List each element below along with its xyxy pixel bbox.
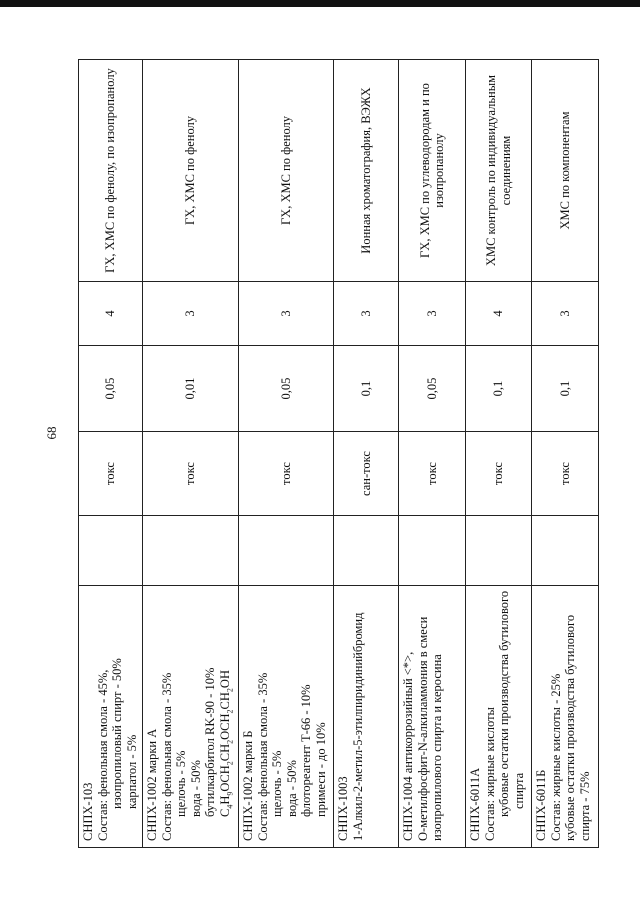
class-cell: токс <box>532 432 599 516</box>
composition-line: примеси - до 10% <box>313 722 328 817</box>
method-cell: ГХ, ХМС по фенолу <box>143 60 239 282</box>
empty-cell <box>143 516 239 586</box>
hazard-cell: 4 <box>466 282 532 346</box>
value-cell: 0,05 <box>239 346 334 432</box>
composition-line: 1-Алкил-2-метил-5-этилпиридинийбромид <box>350 612 365 841</box>
reagent-code: СНПХ-1002 марки Б <box>241 730 255 841</box>
class-cell: токс <box>466 432 532 516</box>
reagent-table <box>78 59 599 848</box>
value-cell: 0,05 <box>79 346 143 432</box>
table-row <box>143 60 239 848</box>
composition-line: Состав: фенольная смола - 45%, <box>95 669 110 841</box>
reagent-name-cell <box>79 586 143 848</box>
empty-cell <box>239 516 334 586</box>
method-cell: ГХ, ХМС по углеводородам и по изопропанолу <box>399 60 466 282</box>
empty-cell <box>399 516 466 586</box>
chemical-formula: $C_4H_9OCH_2CH_2OCH_2CH_2OH$ <box>217 670 234 817</box>
class-cell: токс <box>399 432 466 516</box>
composition-line: Состав: фенольная смола - 35% <box>159 672 174 841</box>
page-number: 68 <box>44 426 59 440</box>
composition-line: щелочь - 5% <box>174 750 188 817</box>
value-cell: 0,1 <box>466 346 532 432</box>
composition-line: флотореагент Т-66 - 10% <box>299 684 313 817</box>
table-row <box>79 60 143 848</box>
table-row <box>466 60 532 848</box>
reagent-code: СНПХ-6011Б <box>534 769 548 841</box>
method-cell: ХМС по компонентам <box>532 60 599 282</box>
value-cell: 0,1 <box>532 346 599 432</box>
composition-line: кубовые остатки производства бутилового <box>497 590 511 817</box>
composition-line: карпатол - 5% <box>124 734 139 809</box>
method-cell: Ионная хроматография, ВЭЖХ <box>334 60 399 282</box>
rotated-table-wrapper <box>78 60 598 848</box>
reagent-name-cell <box>239 586 334 848</box>
hazard-cell: 3 <box>334 282 399 346</box>
method-cell: ГХ, ХМС по фенолу, по изопропанолу <box>79 60 143 282</box>
composition-line: изопропиловый спирт - 50% <box>110 658 124 809</box>
table-row <box>239 60 334 848</box>
scan-top-edge <box>0 0 640 7</box>
method-cell: ГХ, ХМС по фенолу <box>239 60 334 282</box>
empty-cell <box>334 516 399 586</box>
reagent-name-cell <box>334 586 399 848</box>
class-cell: сан-токс <box>334 432 399 516</box>
composition-line: вода - 50% <box>188 760 203 817</box>
composition-line: бутилкарбитол RK-90 - 10% <box>203 667 217 817</box>
composition-line: Состав: фенольная смола - 35% <box>255 672 270 841</box>
hazard-cell: 4 <box>79 282 143 346</box>
empty-cell <box>466 516 532 586</box>
composition-line: вода - 50% <box>284 760 299 817</box>
class-cell: токс <box>239 432 334 516</box>
composition-line: О-метилфосфит-N-алкиламмония в смеси <box>415 616 430 841</box>
method-cell: ХМС контроль по индивидуальным соединениям <box>466 60 532 282</box>
table-row <box>532 60 599 848</box>
hazard-cell: 3 <box>532 282 599 346</box>
hazard-cell: 3 <box>143 282 239 346</box>
value-cell: 0,1 <box>334 346 399 432</box>
empty-cell <box>79 516 143 586</box>
composition-line: кубовые остатки производства бутилового спирта - 75% <box>563 614 592 841</box>
reagent-code: СНПХ-1003 <box>336 776 350 841</box>
composition-line: спирта <box>511 772 526 809</box>
hazard-cell: 3 <box>239 282 334 346</box>
reagent-name-cell <box>143 586 239 848</box>
hazard-cell: 3 <box>399 282 466 346</box>
table-row <box>334 60 399 848</box>
table-row <box>399 60 466 848</box>
reagent-code: СНПХ-1002 марки А <box>145 728 159 841</box>
reagent-code: СНПХ-1004 антикоррозийный <*>, <box>401 651 415 841</box>
reagent-code: СНПХ-103 <box>81 782 95 841</box>
reagent-code: СНПХ-6011А <box>468 767 482 841</box>
composition-line: щелочь - 5% <box>270 750 284 817</box>
composition-line: изопропилового спирта и керосина <box>430 654 444 841</box>
value-cell: 0,05 <box>399 346 466 432</box>
reagent-name-cell <box>532 586 599 848</box>
reagent-name-cell <box>399 586 466 848</box>
composition-line: Состав: жирные кислоты - 25% <box>548 673 563 841</box>
class-cell: токс <box>79 432 143 516</box>
class-cell: токс <box>143 432 239 516</box>
empty-cell <box>532 516 599 586</box>
value-cell: 0,01 <box>143 346 239 432</box>
reagent-name-cell <box>466 586 532 848</box>
composition-line: Состав: жирные кислоты <box>482 707 497 841</box>
